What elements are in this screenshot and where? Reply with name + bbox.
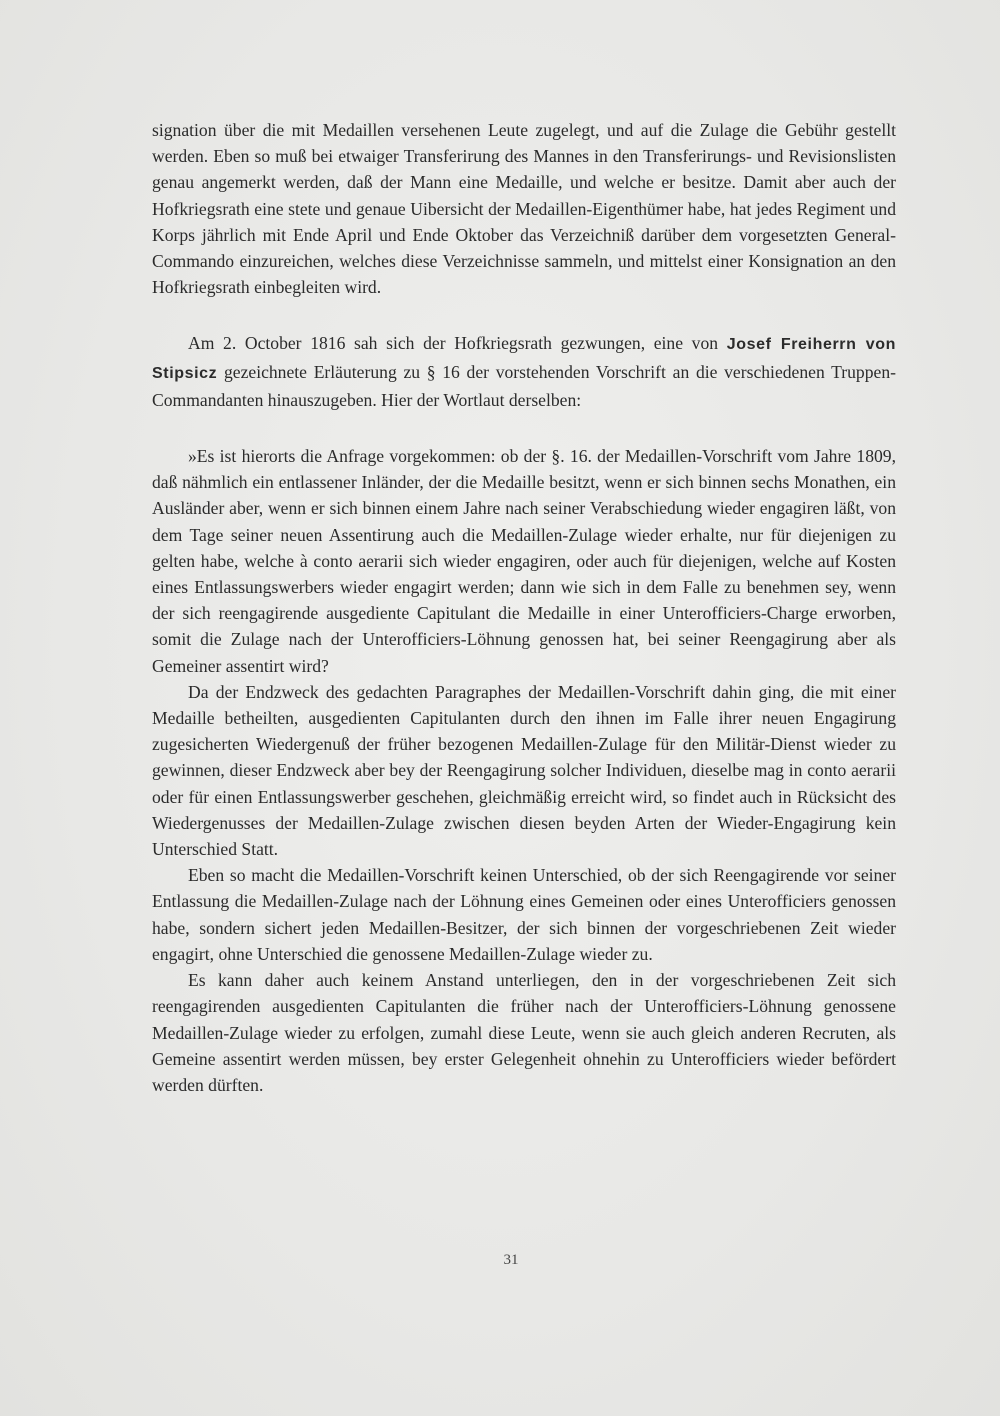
paragraph-quote-conclusion: Es kann daher auch keinem Anstand unterliegen, den in der vorgeschriebenen Zeit sich reengagirenden ausgedienten Capitulanten die früher nach der Unterofficiers-Löhnung genossene Medaillen-Zulage wieder zu erfolgen, zumahl diese Leute, wenn sie auch gleich anderen Recruten, als Gemeine assentirt werden müssen, bey erster Gelegenheit ohnehin zu Unterofficiers wieder befördert werden dürften. [152,970,896,1095]
page-number: 31 [503,1252,519,1268]
paragraph-quote-question: »Es ist hierorts die Anfrage vorgekommen: ob der §. 16. der Medaillen-Vorschrift vom Jahre 1809, daß nähmlich ein entlassener Inländer, der die Medaille besitzt, wenn er sich binnen sechs Monathen, ein Ausländer aber, wenn er sich binnen einem Jahre nach seiner Verabschiedung wieder engagiren läßt, von dem Tage seiner neuen Assentirung auch die Medaillen-Zulage wieder erhalte, nur für diejenigen zu gelten habe, welche à conto aerarii sich wieder engagiren, oder auch für diejenigen, welche auf Kosten eines Entlassungswerbers wieder engagirt werden; dann wie sich in dem Falle zu benehmen sey, wenn der sich reengagirende ausgediente Capitulant die Medaille in einer Unterofficiers-Charge erworben, somit die Zulage nach der Unterofficiers-Löhnung genossen hat, bei seiner Reengagirung aber als Gemeiner assentirt wird? [152,446,896,676]
paragraph-text: gezeichnete Erläuterung zu § 16 der vorstehenden Vorschrift an die verschiedenen Truppen-Commandanten hinauszugeben. Hier der Wortlaut derselben: [152,361,896,410]
body-text [152,117,896,1098]
emphasized-name: Josef Freiherrn von Stipsicz [152,336,897,382]
paragraph-text: Am 2. October 1816 sah sich der Hofkriegsrath gezwungen, eine von [188,333,727,354]
paragraph-continuation: signation über die mit Medaillen versehenen Leute zugelegt, und auf die Zulage die Gebühr gestellt werden. Eben so muß bei etwaiger Transferirung des Mannes in den Transferirungs- und Revisionslisten genau angemerkt werden, daß der Mann eine Medaille, und welche er besitze. Damit aber auch der Hofkriegsrath eine stete und genaue Uibersicht der Medaillen-Eigenthümer habe, hat jedes Regiment und Korps jährlich mit Ende April und Ende Oktober das Verzeichniß darüber dem vorgesetzten General-Commando einzureichen, welches diese Verzeichnisse sammeln, und mittelst einer Konsignation an den Hofkriegsrath einbegleiten wird. [152,120,896,298]
paragraph-quote-endzweck: Da der Endzweck des gedachten Paragraphes der Medaillen-Vorschrift dahin ging, die mit einer Medaille betheilten, ausgedienten Capitulanten durch den ihnen im Falle ihrer neuen Engagirung zugesicherten Wiedergenuß der früher bezogenen Medaillen-Zulage für den Militär-Dienst wieder zu gewinnen, dieser Endzweck aber bey der Reengagirung solcher Individuen, dieselbe mag in conto aerarii oder für einen Entlassungswerber geschehen, gleichmäßig erreicht wird, so findet auch in Rücksicht des Wiedergenusses der Medaillen-Zulage zwischen diesen beyden Arten der Wieder-Engagirung kein Unterschied Statt. [152,681,896,860]
paragraph-quote-unterschied: Eben so macht die Medaillen-Vorschrift keinen Unterschied, ob der sich Reengagirende vor seiner Entlassung die Medaillen-Zulage nach der Löhnung eines Gemeinen oder eines Unterofficiers genossen habe, sondern sichert jeden Medaillen-Besitzer, der sich binnen der vorgeschriebenen Zeit wieder engagirt, ohne Unterschied die genossene Medaillen-Zulage wieder zu. [152,865,896,964]
paragraph-stipsicz [152,330,896,413]
